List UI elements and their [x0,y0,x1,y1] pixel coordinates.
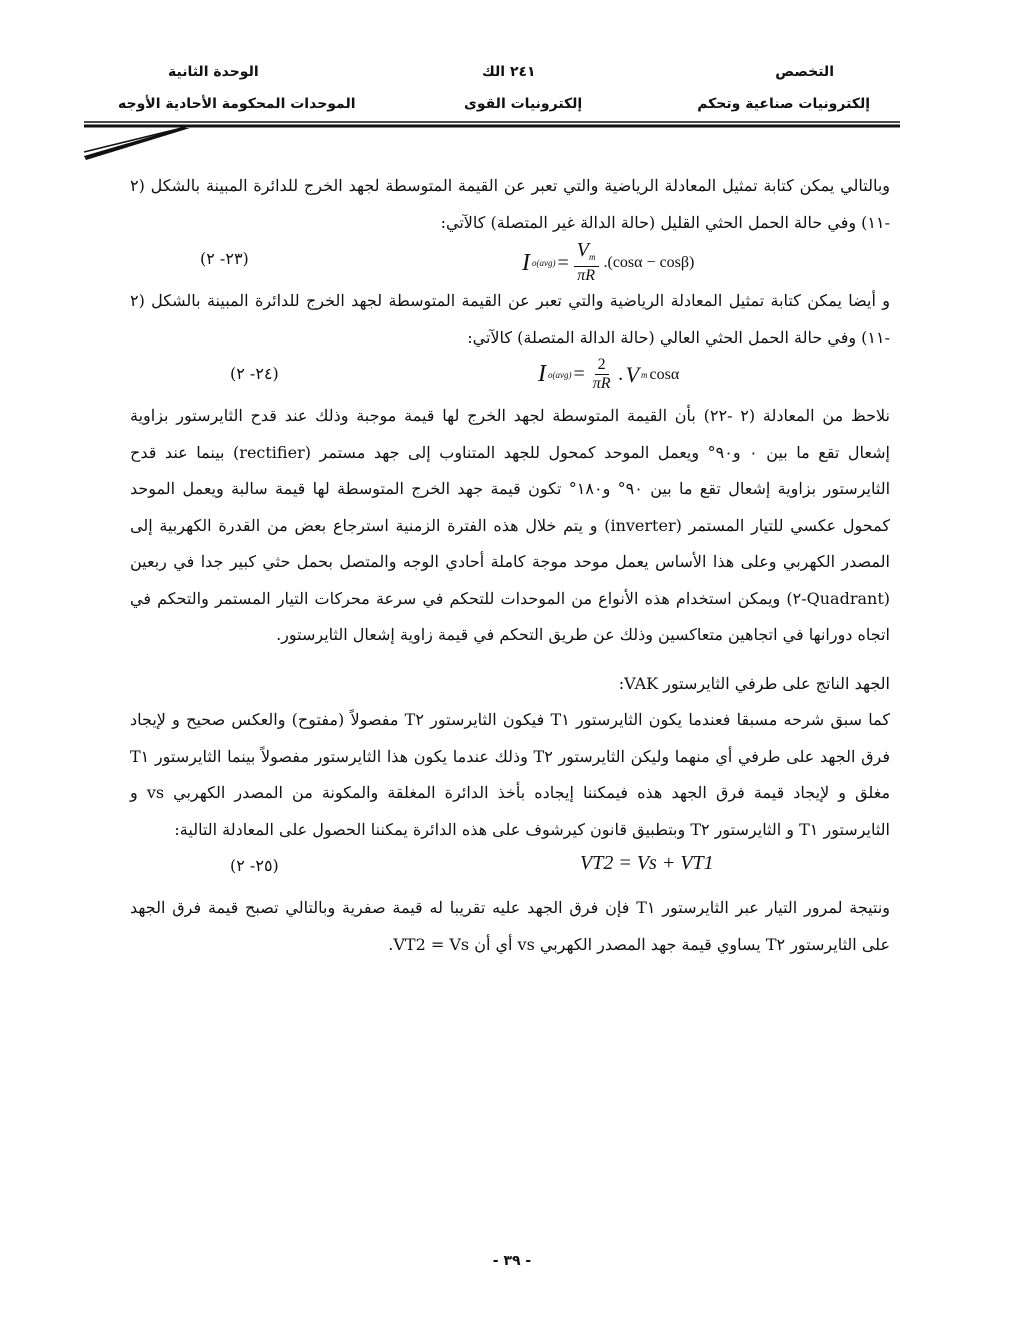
equation-24-number: (٢٤- ٢) [230,364,279,383]
eq24-v: V [625,361,640,387]
eq23-numerator: V [576,239,589,261]
paragraph-discussion: نلاحظ من المعادلة (٢ -٢٢) بأن القيمة المتوسطة لجهد الخرج لها قيمة موجبة وذلك عند قدح الثايرستور بزاوية إشعال تقع ما بين ٠ و٩٠° ويعمل الموحد كمحول للجهد المتناوب إلى جهد مستمر (rectifier) بينما عند قدح الثايرستور بزاوية إشعال تقع ما بين ٩٠° و١٨٠° تكون قيمة جهد الخرج المتوسطة لها قيمة سالبة ويعمل الموحد كمحول عكسي للتيار المستمر (inverter) و يتم خلال هذه الفترة الزمنية استرجاع بعض من القدرة الكهربية إلى المصدر الكهربي وعلى هذا الأساس يعمل موحد موجة كاملة أحادي الوجه والمتصل بحمل حثي كبير جدا في ربعين (Quadrant-٢) ويمكن استخدام هذه الأنواع من الموحدات للتحكم في سرعة محركات التيار المستمر والتحكم في اتجاه دورانها في اتجاهين متعاكسين وذلك عن طريق التحكم في قيمة زاوية إشعال الثايرستور. [130,406,891,644]
page-number: - ٣٩ - [492,1253,532,1269]
eq24-cos: cosα [649,365,680,383]
equation-25 [130,848,890,890]
paragraph-continuous: و أيضا يمكن كتابة تمثيل المعادلة الرياضية والتي تعبر عن القيمة المتوسطة لجهد الخرج للدائرة المبينة بالشكل (٢ -١١) وفي حالة الحمل الحثي العالي (حالة الدالة المتصلة) كالآتي: [130,291,890,347]
section-heading-vak: الجهد الناتج على طرفي الثايرستور VAK: [618,673,890,693]
eq24-denominator: πR [592,375,611,392]
eq24-v-sub: m [641,369,648,380]
eq25-expression: VT2 = Vs + VT1 [580,852,714,874]
header-course-code: ٢٤١ الك [482,64,536,80]
equation-25-number: (٢٥- ٢) [230,856,279,875]
equation-24: (٢٤- ٢) I o(avg) = $\frac{2}{\pi R}$ . V m cosα [230,356,680,392]
equation-23-number: (٢٣- ٢) [200,249,249,268]
eq23-rest: .(cosα − cosβ) [603,254,695,272]
eq23-denominator: πR [577,267,596,285]
header-unit-label: الوحدة الثانية [168,64,259,80]
paragraph-thyristor-voltage: كما سبق شرحه مسبقا فعندما يكون الثايرستور T١ فيكون الثايرستور T٢ مفصولاً (مفتوح) والعكس صحيح و لإيجاد فرق الجهد على طرفي أي منهما وليكن الثايرستور T٢ وذلك عندما يكون هذا الثايرستور مفصولاً بينما الثايرستور T١ مغلق و لإيجاد قيمة فرق الجهد هذه فيمكننا إيجاده بأخذ الدائرة المغلقة والمكونة من المصدر الكهربي vs و الثايرستور T١ و الثايرستور T٢ وبتطبيق قانون كيرشوف على هذه الدائرة يمكننا الحصول على المعادلة التالية: [130,710,891,839]
header-specialty-value: إلكترونيات صناعية وتحكم [697,96,870,112]
eq24-lhs-sub: o(avg) [548,369,572,380]
document-body [130,168,890,963]
eq23-numerator-sub: m [589,252,596,263]
eq24-numerator: 2 [595,356,609,375]
eq23-lhs-sub: o(avg) [532,258,556,269]
eq24-lhs: I [538,361,546,387]
header-rule [0,0,1024,170]
header-specialty-label: التخصص [775,64,834,80]
header-unit-title: الموحدات المحكومة الأحادية الأوجه [118,96,356,112]
paragraph-intro: وبالتالي يمكن كتابة تمثيل المعادلة الرياضية والتي تعبر عن القيمة المتوسطة لجهد الخرج للدائرة المبينة بالشكل (٢ -١١) وفي حالة الحمل الحثي القليل (حالة الدالة غير المتصلة) كالآتي: [130,176,890,232]
eq23-lhs: I [522,249,530,276]
equation-23: (٢٣- ٢) I o(avg) = $\frac{V_m}{\pi R}$ .(cosα − cosβ) [200,239,695,285]
header-course-name: إلكترونيات القوى [464,96,583,112]
paragraph-conclusion: ونتيجة لمرور التيار عبر الثايرستور T١ فإن فرق الجهد عليه تقريبا له قيمة صفرية وبالتالي تصبح قيمة فرق الجهد على الثايرستور T٢ يساوي قيمة جهد المصدر الكهربي vs أي أن VT2 = Vs. [130,898,891,954]
